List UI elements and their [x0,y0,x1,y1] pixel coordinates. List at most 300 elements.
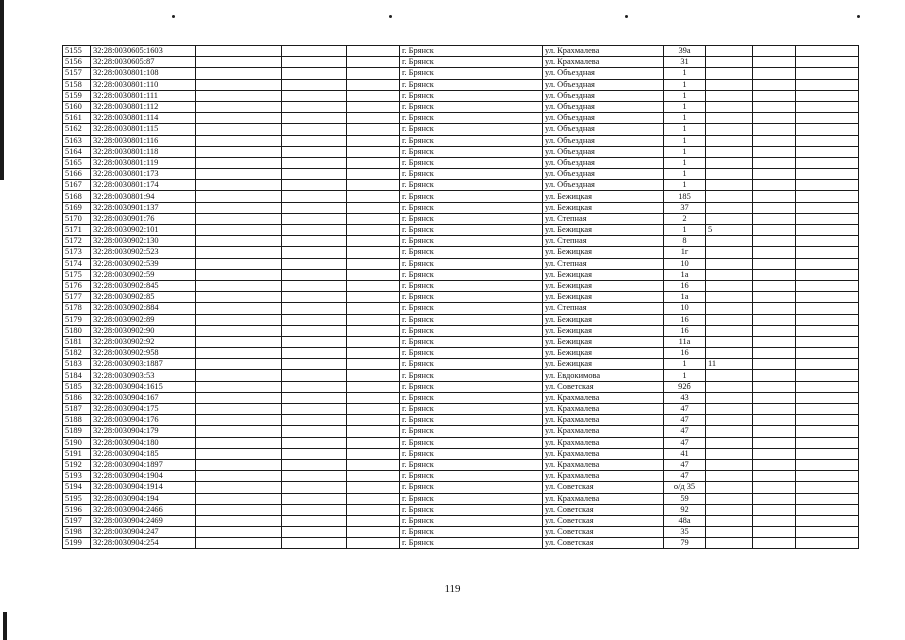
empty-cell [347,157,400,168]
row-number-cell: 5188 [63,415,91,426]
cadastral-number-cell: 32:28:0030801:116 [91,135,196,146]
house-number-cell: 11а [664,336,706,347]
empty-cell [796,437,859,448]
empty-cell [196,135,282,146]
empty-cell [347,225,400,236]
empty-cell [196,258,282,269]
table-row [63,515,859,526]
cadastral-number-cell: 32:28:0030904:176 [91,415,196,426]
table-row [63,314,859,325]
row-number-cell: 5178 [63,303,91,314]
empty-cell [282,247,347,258]
empty-cell [796,325,859,336]
house-number-cell: 2 [664,213,706,224]
house-number-cell: 59 [664,493,706,504]
row-number-cell: 5165 [63,157,91,168]
table-row [63,113,859,124]
row-number-cell: 5156 [63,57,91,68]
row-number-cell: 5163 [63,135,91,146]
city-cell: г. Брянск [400,527,543,538]
row-number-cell: 5162 [63,124,91,135]
empty-cell [282,213,347,224]
row-number-cell: 5197 [63,515,91,526]
cadastral-number-cell: 32:28:0030904:2466 [91,504,196,515]
empty-cell [796,459,859,470]
cadastral-number-cell: 32:28:0030801:174 [91,180,196,191]
building-cell [706,325,753,336]
empty-cell [753,325,796,336]
table-row [63,538,859,549]
city-cell: г. Брянск [400,113,543,124]
empty-cell [753,348,796,359]
empty-cell [796,191,859,202]
empty-cell [347,348,400,359]
empty-cell [282,459,347,470]
empty-cell [796,314,859,325]
empty-cell [196,146,282,157]
row-number-cell: 5176 [63,280,91,291]
empty-cell [196,90,282,101]
empty-cell [347,135,400,146]
table-row [63,213,859,224]
page-number: 119 [444,583,461,595]
house-number-cell: 1 [664,359,706,370]
empty-cell [796,79,859,90]
table-row [63,135,859,146]
empty-cell [753,426,796,437]
table-row [63,191,859,202]
building-cell [706,46,753,57]
street-cell: ул. Советская [543,538,664,549]
cadastral-number-cell: 32:28:0030902:130 [91,236,196,247]
empty-cell [753,515,796,526]
empty-cell [796,415,859,426]
city-cell: г. Брянск [400,493,543,504]
building-cell [706,303,753,314]
row-number-cell: 5169 [63,202,91,213]
city-cell: г. Брянск [400,225,543,236]
empty-cell [282,359,347,370]
row-number-cell: 5179 [63,314,91,325]
empty-cell [196,415,282,426]
empty-cell [796,101,859,112]
empty-cell [753,90,796,101]
city-cell: г. Брянск [400,191,543,202]
house-number-cell: 10 [664,303,706,314]
empty-cell [347,180,400,191]
city-cell: г. Брянск [400,515,543,526]
city-cell: г. Брянск [400,359,543,370]
building-cell [706,191,753,202]
empty-cell [796,370,859,381]
cadastral-number-cell: 32:28:0030801:108 [91,68,196,79]
empty-cell [196,348,282,359]
cadastral-number-cell: 32:28:0030904:1914 [91,482,196,493]
city-cell: г. Брянск [400,314,543,325]
row-number-cell: 5164 [63,146,91,157]
empty-cell [796,292,859,303]
table-row [63,392,859,403]
row-number-cell: 5172 [63,236,91,247]
empty-cell [282,448,347,459]
street-cell: ул. Бежицкая [543,225,664,236]
street-cell: ул. Степная [543,213,664,224]
building-cell [706,314,753,325]
house-number-cell: 92б [664,381,706,392]
row-number-cell: 5186 [63,392,91,403]
table-row [63,225,859,236]
row-number-cell: 5196 [63,504,91,515]
empty-cell [753,247,796,258]
street-cell: ул. Бежицкая [543,202,664,213]
empty-cell [196,46,282,57]
empty-cell [282,225,347,236]
empty-cell [753,437,796,448]
city-cell: г. Брянск [400,280,543,291]
empty-cell [796,471,859,482]
empty-cell [753,124,796,135]
empty-cell [196,392,282,403]
cadastral-number-cell: 32:28:0030801:110 [91,79,196,90]
house-number-cell: 1 [664,124,706,135]
empty-cell [753,493,796,504]
empty-cell [282,124,347,135]
building-cell [706,101,753,112]
street-cell: ул. Крахмалева [543,404,664,415]
building-cell [706,258,753,269]
empty-cell [347,146,400,157]
street-cell: ул. Объездная [543,90,664,101]
empty-cell [282,258,347,269]
city-cell: г. Брянск [400,46,543,57]
house-number-cell: 1а [664,292,706,303]
house-number-cell: 1 [664,135,706,146]
empty-cell [753,157,796,168]
table-row [63,404,859,415]
empty-cell [753,482,796,493]
house-number-cell: 10 [664,258,706,269]
empty-cell [282,68,347,79]
empty-cell [753,135,796,146]
empty-cell [347,482,400,493]
street-cell: ул. Объездная [543,113,664,124]
street-cell: ул. Крахмалева [543,46,664,57]
empty-cell [282,493,347,504]
building-cell [706,124,753,135]
empty-cell [282,348,347,359]
empty-cell [796,404,859,415]
empty-cell [753,191,796,202]
empty-cell [347,280,400,291]
empty-cell [753,381,796,392]
empty-cell [282,191,347,202]
empty-cell [282,280,347,291]
table-row [63,202,859,213]
cadastral-number-cell: 32:28:0030904:194 [91,493,196,504]
row-number-cell: 5195 [63,493,91,504]
building-cell [706,90,753,101]
street-cell: ул. Крахмалева [543,493,664,504]
row-number-cell: 5184 [63,370,91,381]
empty-cell [282,325,347,336]
street-cell: ул. Бежицкая [543,269,664,280]
empty-cell [753,538,796,549]
city-cell: г. Брянск [400,258,543,269]
empty-cell [347,459,400,470]
cadastral-number-cell: 32:28:0030902:92 [91,336,196,347]
scan-edge-mark [0,0,4,180]
street-cell: ул. Крахмалева [543,459,664,470]
empty-cell [753,448,796,459]
street-cell: ул. Бежицкая [543,247,664,258]
building-cell [706,269,753,280]
city-cell: г. Брянск [400,415,543,426]
house-number-cell: 47 [664,459,706,470]
row-number-cell: 5160 [63,101,91,112]
table-row [63,236,859,247]
empty-cell [196,180,282,191]
street-cell: ул. Евдокимова [543,370,664,381]
empty-cell [282,236,347,247]
empty-cell [347,101,400,112]
building-cell [706,202,753,213]
street-cell: ул. Советская [543,504,664,515]
city-cell: г. Брянск [400,247,543,258]
city-cell: г. Брянск [400,459,543,470]
table-row [63,68,859,79]
empty-cell [347,314,400,325]
table-row [63,79,859,90]
empty-cell [282,202,347,213]
building-cell [706,180,753,191]
street-cell: ул. Объездная [543,157,664,168]
empty-cell [282,113,347,124]
empty-cell [347,68,400,79]
house-number-cell: 16 [664,280,706,291]
cadastral-number-cell: 32:28:0030902:90 [91,325,196,336]
empty-cell [347,448,400,459]
street-cell: ул. Объездная [543,135,664,146]
empty-cell [282,46,347,57]
building-cell [706,538,753,549]
empty-cell [753,415,796,426]
building-cell [706,448,753,459]
building-cell [706,471,753,482]
city-cell: г. Брянск [400,336,543,347]
cadastral-number-cell: 32:28:0030902:958 [91,348,196,359]
row-number-cell: 5199 [63,538,91,549]
cadastral-number-cell: 32:28:0030904:175 [91,404,196,415]
empty-cell [796,482,859,493]
city-cell: г. Брянск [400,213,543,224]
cadastral-number-cell: 32:28:0030904:179 [91,426,196,437]
empty-cell [196,236,282,247]
empty-cell [196,202,282,213]
street-cell: ул. Степная [543,303,664,314]
row-number-cell: 5161 [63,113,91,124]
cadastral-number-cell: 32:28:0030902:85 [91,292,196,303]
table-row [63,359,859,370]
table-row [63,504,859,515]
street-cell: ул. Бежицкая [543,191,664,202]
city-cell: г. Брянск [400,292,543,303]
empty-cell [196,370,282,381]
empty-cell [347,169,400,180]
street-cell: ул. Объездная [543,79,664,90]
empty-cell [796,303,859,314]
cadastral-number-cell: 32:28:0030605:1603 [91,46,196,57]
empty-cell [796,504,859,515]
empty-cell [282,426,347,437]
street-cell: ул. Объездная [543,180,664,191]
empty-cell [347,437,400,448]
house-number-cell: 1 [664,101,706,112]
empty-cell [196,157,282,168]
empty-cell [196,79,282,90]
empty-cell [196,191,282,202]
cadastral-number-cell: 32:28:0030904:254 [91,538,196,549]
empty-cell [753,46,796,57]
street-cell: ул. Бежицкая [543,359,664,370]
empty-cell [753,314,796,325]
street-cell: ул. Крахмалева [543,415,664,426]
empty-cell [196,101,282,112]
house-number-cell: 8 [664,236,706,247]
table-row [63,180,859,191]
building-cell [706,415,753,426]
house-number-cell: 1г [664,247,706,258]
empty-cell [753,370,796,381]
city-cell: г. Брянск [400,180,543,191]
city-cell: г. Брянск [400,370,543,381]
empty-cell [196,57,282,68]
table-row [63,258,859,269]
empty-cell [196,515,282,526]
empty-cell [796,269,859,280]
house-number-cell: 1 [664,180,706,191]
row-number-cell: 5173 [63,247,91,258]
empty-cell [196,437,282,448]
city-cell: г. Брянск [400,236,543,247]
empty-cell [347,415,400,426]
cadastral-number-cell: 32:28:0030902:89 [91,314,196,325]
empty-cell [196,527,282,538]
empty-cell [753,303,796,314]
empty-cell [796,169,859,180]
empty-cell [347,79,400,90]
empty-cell [796,247,859,258]
empty-cell [753,225,796,236]
street-cell: ул. Крахмалева [543,448,664,459]
empty-cell [796,68,859,79]
city-cell: г. Брянск [400,471,543,482]
empty-cell [347,213,400,224]
cadastral-number-cell: 32:28:0030902:539 [91,258,196,269]
house-number-cell: 47 [664,437,706,448]
street-cell: ул. Степная [543,258,664,269]
city-cell: г. Брянск [400,79,543,90]
empty-cell [347,292,400,303]
building-cell [706,527,753,538]
empty-cell [196,404,282,415]
table-row [63,303,859,314]
table-row [63,157,859,168]
house-number-cell: 37 [664,202,706,213]
punch-dot [625,15,628,18]
row-number-cell: 5174 [63,258,91,269]
empty-cell [196,459,282,470]
empty-cell [753,459,796,470]
empty-cell [282,292,347,303]
empty-cell [282,471,347,482]
cadastral-number-cell: 32:28:0030902:845 [91,280,196,291]
row-number-cell: 5170 [63,213,91,224]
empty-cell [196,292,282,303]
table-row [63,459,859,470]
empty-cell [753,57,796,68]
house-number-cell: 16 [664,348,706,359]
empty-cell [196,225,282,236]
empty-cell [282,314,347,325]
empty-cell [282,57,347,68]
empty-cell [196,269,282,280]
row-number-cell: 5183 [63,359,91,370]
cadastral-number-cell: 32:28:0030904:1904 [91,471,196,482]
empty-cell [196,247,282,258]
empty-cell [796,202,859,213]
row-number-cell: 5198 [63,527,91,538]
empty-cell [796,135,859,146]
city-cell: г. Брянск [400,157,543,168]
row-number-cell: 5193 [63,471,91,482]
table-row [63,280,859,291]
empty-cell [196,314,282,325]
empty-cell [282,437,347,448]
street-cell: ул. Крахмалева [543,57,664,68]
street-cell: ул. Объездная [543,124,664,135]
table-row [63,325,859,336]
punch-dot [389,15,392,18]
row-number-cell: 5191 [63,448,91,459]
registry-rows [63,46,859,549]
empty-cell [347,303,400,314]
row-number-cell: 5175 [63,269,91,280]
empty-cell [753,336,796,347]
table-row [63,426,859,437]
registry-table [62,45,859,549]
empty-cell [196,280,282,291]
empty-cell [796,493,859,504]
row-number-cell: 5168 [63,191,91,202]
city-cell: г. Брянск [400,392,543,403]
house-number-cell: 1 [664,79,706,90]
cadastral-number-cell: 32:28:0030904:1897 [91,459,196,470]
table-row [63,415,859,426]
street-cell: ул. Бежицкая [543,280,664,291]
row-number-cell: 5177 [63,292,91,303]
building-cell [706,348,753,359]
row-number-cell: 5194 [63,482,91,493]
street-cell: ул. Советская [543,527,664,538]
house-number-cell: 48а [664,515,706,526]
empty-cell [282,370,347,381]
empty-cell [282,482,347,493]
house-number-cell: 43 [664,392,706,403]
empty-cell [753,359,796,370]
cadastral-number-cell: 32:28:0030801:112 [91,101,196,112]
empty-cell [347,269,400,280]
house-number-cell: 16 [664,314,706,325]
